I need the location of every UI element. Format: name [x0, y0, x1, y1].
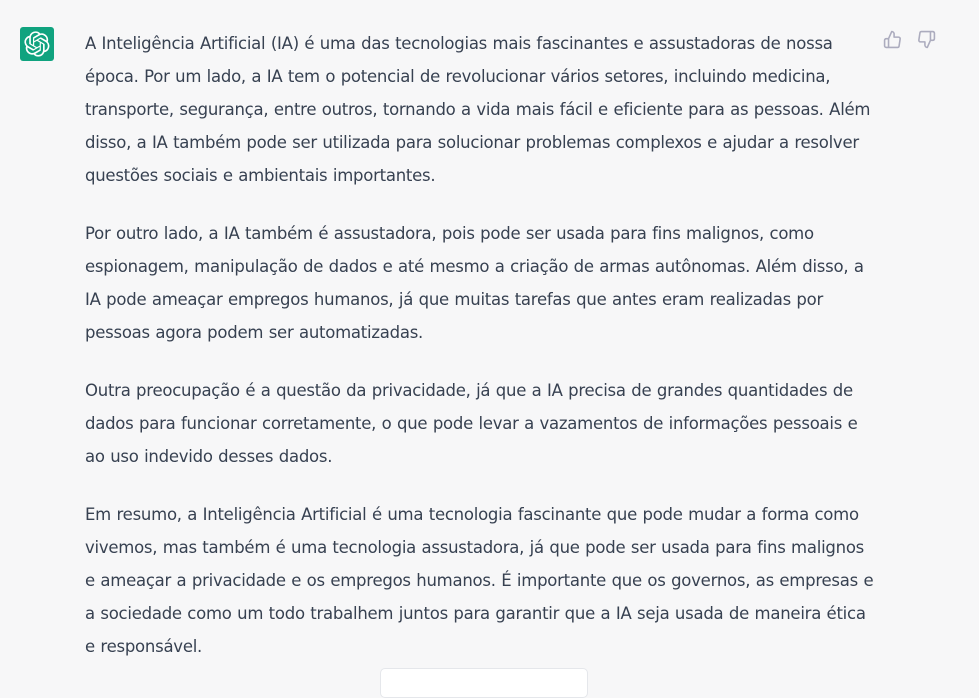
openai-logo-icon: [24, 31, 50, 57]
message-paragraph-4: Em resumo, a Inteligência Artificial é uma tecnologia fascinante que pode mudar a forma como vivemos, mas também é uma tecnologia assustadora, já que pode ser usada para fins malignos e ameaçar a privacidade e os empregos humanos. É importante que os governos, as empresas e a sociedade como um todo trabalhem juntos para garantir que a IA seja usada de maneira ética e responsável.: [85, 505, 874, 656]
message-paragraph-1: A Inteligência Artificial (IA) é uma das tecnologias mais fascinantes e assustadoras de nossa época. Por um lado, a IA tem o potencial de revolucionar vários setores, incluindo medicina, transporte, segurança, entre outros, tornando a vida mais fácil e eficiente para as pessoas. Além disso, a IA também pode ser utilizada para solucionar problemas complexos e ajudar a resolver questões sociais e ambientais importantes.: [85, 34, 871, 185]
thumbs-up-icon: [883, 30, 902, 49]
thumbs-down-icon: [917, 30, 936, 49]
message-paragraph-3: Outra preocupação é a questão da privacidade, já que a IA precisa de grandes quantidades de dados para funcionar corretamente, o que pode levar a vazamentos de informações pessoais e ao uso indevido desses dados.: [85, 381, 858, 466]
message-paragraph-2: Por outro lado, a IA também é assustadora, pois pode ser usada para fins malignos, como espionagem, manipulação de dados e até mesmo a criação de armas autônomas. Além disso, a IA pode ameaçar empregos humanos, já que muitas tarefas que antes eram realizadas por pessoas agora podem ser automatizadas.: [85, 224, 864, 342]
thumbs-up-button[interactable]: [881, 28, 903, 50]
thumbs-down-button[interactable]: [915, 28, 937, 50]
regenerate-response-button[interactable]: [380, 668, 588, 698]
message-content: [85, 27, 875, 688]
feedback-buttons: [881, 28, 937, 50]
assistant-avatar: [20, 27, 54, 61]
